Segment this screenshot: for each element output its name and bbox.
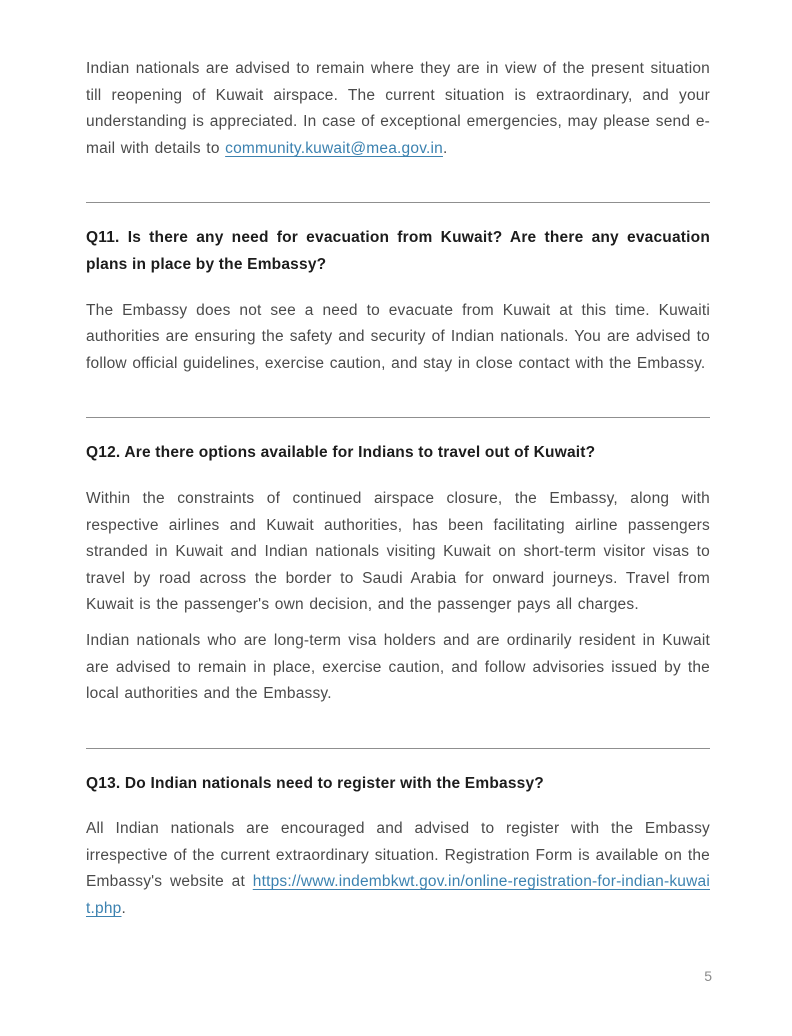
- section-divider: [86, 748, 710, 749]
- question-heading-q11: Q11. Is there any need for evacuation from Kuwait? Are there any evacuation plans in place by the Embassy?: [86, 229, 710, 273]
- answer-paragraph-q11: The Embassy does not see a need to evacuate from Kuwait at this time. Kuwaiti authorities are ensuring the safety and security of Indian nationals. You are advised to follow official guidelines, exercise caution, and stay in close contact with the Embassy.: [86, 301, 710, 372]
- q13-text-before: All Indian nationals are encouraged and advised to register with the Embassy irrespective of the current extraordinary situation. Registration Form is available on the Embassy's website at: [86, 820, 710, 891]
- intro-paragraph: [86, 56, 710, 162]
- section-divider: [86, 417, 710, 418]
- registration-link[interactable]: https://www.indembkwt.gov.in/online-registration-for-indian-kuwait.php: [86, 873, 710, 918]
- intro-text-after: .: [442, 139, 448, 157]
- question-heading-q12: Q12. Are there options available for Indians to travel out of Kuwait?: [86, 444, 596, 462]
- q13-text-after: .: [121, 900, 126, 918]
- page-number: 5: [704, 968, 712, 984]
- answer-paragraph-q13: [86, 816, 710, 922]
- answer-paragraph-q12-2: Indian nationals who are long-term visa holders and are ordinarily resident in Kuwait are advised to remain in place, exercise caution, and follow advisories issued by the local authorities and the Embassy.: [86, 631, 710, 703]
- intro-text-before: Indian nationals are advised to remain where they are in view of the present situation till reopening of Kuwait airspace. The current situation is extraordinary, and your understanding is appreciated. In case of exceptional emergencies, may please send e-mail with details to: [86, 60, 710, 157]
- email-link[interactable]: community.kuwait@mea.gov.in: [225, 139, 443, 157]
- section-divider: [86, 202, 710, 203]
- answer-paragraph-q12-1: Within the constraints of continued airspace closure, the Embassy, along with respective airlines and Kuwait authorities, has been facilitating airline passengers stranded in Kuwait and Indian nationals visiting Kuwait on short-term visitor visas to travel by road across the border to Saudi Arabia for onward journeys. Travel from Kuwait is the passenger's own decision, and the passenger pays all charges.: [86, 489, 710, 614]
- question-heading-q13: Q13. Do Indian nationals need to register with the Embassy?: [86, 774, 544, 792]
